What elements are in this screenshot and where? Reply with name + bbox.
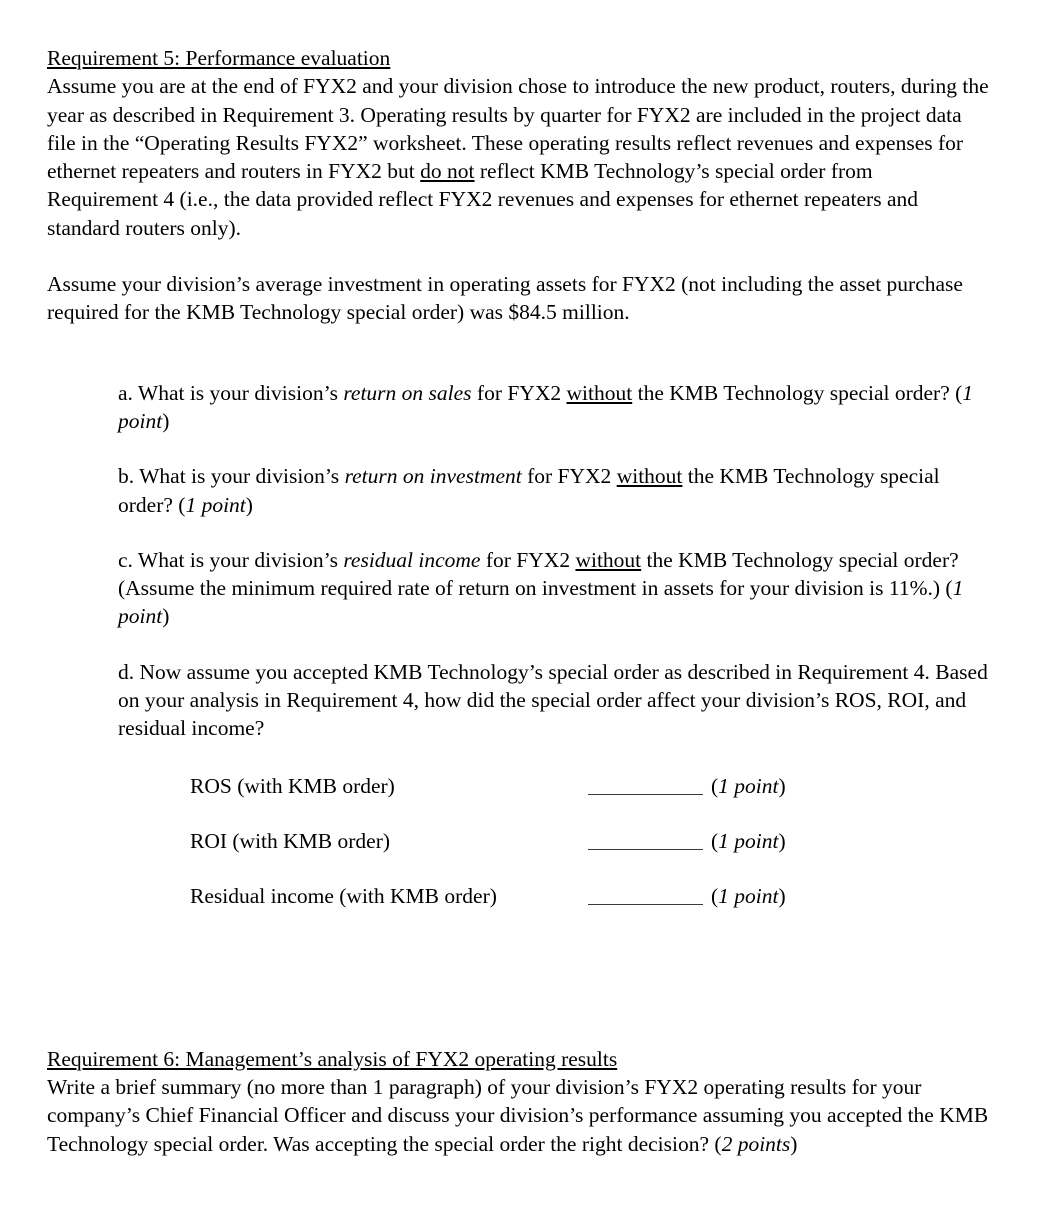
item-b-lead: b. What is your division’s bbox=[118, 464, 345, 489]
item-spacer-c-d bbox=[47, 631, 989, 658]
requirement-6-points-close: ) bbox=[790, 1131, 798, 1156]
item-c-underlined-without: without bbox=[575, 547, 642, 572]
answer-points-roi bbox=[711, 827, 786, 855]
item-c-close: ) bbox=[162, 604, 170, 629]
answer-points-residual-value: 1 point bbox=[718, 883, 779, 908]
section-spacer bbox=[47, 327, 989, 355]
item-a-underlined-without: without bbox=[566, 380, 633, 405]
intro-emphasis-do-not: do not bbox=[420, 159, 475, 184]
item-c-lead: c. What is your division’s bbox=[118, 547, 344, 572]
answer-points-residual-income bbox=[711, 882, 786, 910]
requirement-6-body-text: Write a brief summary (no more than 1 paragraph) of your division’s FYX2 operating results for your company’s Chief Financial Officer and discuss your division’s performance assuming you accepted the KMB Technology special order. Was accepting the special order the right decision? ( bbox=[47, 1074, 989, 1156]
item-b-italic-term: return on investment bbox=[344, 464, 522, 489]
answer-label-residual-income: Residual income (with KMB order) bbox=[190, 883, 497, 908]
answer-blank-ros[interactable] bbox=[588, 774, 703, 795]
item-c-tail: the KMB Technology special order? (Assume the minimum required rate of return on investment in assets for your division is 11%.) ( bbox=[118, 547, 959, 601]
answer-row-roi bbox=[190, 827, 990, 882]
average-investment-paragraph: Assume your division’s average investment in operating assets for FYX2 (not including the asset purchase required for the KMB Technology special order) was $84.5 million. bbox=[47, 272, 963, 325]
answer-row-residual-income bbox=[190, 882, 990, 937]
requirement-5-intro-paragraph bbox=[47, 72, 989, 242]
requirement-6-points: 2 points bbox=[721, 1131, 791, 1156]
question-item-b bbox=[118, 462, 990, 519]
item-c-mid: for FYX2 bbox=[480, 547, 576, 572]
answer-blank-residual-income[interactable] bbox=[588, 884, 703, 905]
item-a-italic-term: return on sales bbox=[343, 380, 472, 405]
answer-points-ros bbox=[711, 772, 786, 800]
item-b-tail: the KMB Technology special order? ( bbox=[118, 464, 940, 517]
intro-text-part-2: reflect KMB Technology’s special order from Requirement 4 (i.e., the data provided reflect FYX2 revenues and expenses for ethernet repeaters and standard routers only). bbox=[47, 159, 918, 240]
paragraph-spacer bbox=[47, 242, 989, 270]
item-c-points: 1 point bbox=[118, 576, 964, 629]
item-b-close: ) bbox=[245, 492, 253, 517]
answer-label-ros: ROS (with KMB order) bbox=[190, 773, 395, 798]
section-spacer-2 bbox=[47, 355, 989, 379]
item-spacer-a-b bbox=[47, 435, 989, 462]
document-body bbox=[47, 44, 989, 1158]
answer-points-roi-open: ( bbox=[711, 828, 719, 853]
answer-blank-roi[interactable] bbox=[588, 829, 703, 850]
answer-points-ros-open: ( bbox=[711, 773, 719, 798]
item-a-close: ) bbox=[162, 408, 170, 433]
answer-points-ros-close: ) bbox=[778, 773, 786, 798]
answer-points-ros-value: 1 point bbox=[718, 773, 779, 798]
answer-label-roi: ROI (with KMB order) bbox=[190, 828, 391, 853]
item-spacer-b-c bbox=[47, 519, 989, 546]
answer-points-residual-close: ) bbox=[778, 883, 786, 908]
answer-row-ros bbox=[190, 772, 990, 827]
answer-lines-group bbox=[190, 772, 990, 937]
answer-points-residual-open: ( bbox=[711, 883, 719, 908]
item-a-lead: a. What is your division’s bbox=[118, 380, 344, 405]
requirement-6-heading: Requirement 6: Management’s analysis of FYX2 operating results bbox=[47, 1046, 618, 1071]
item-a-tail: the KMB Technology special order? ( bbox=[632, 380, 963, 405]
intro-text-part-1: Assume you are at the end of FYX2 and your division chose to introduce the new product, routers, during the year as described in Requirement 3. Operating results by quarter for FYX2 are included in the project data file in the “Operating Results FYX2” worksheet. These operating results reflect revenues and expenses for ethernet repeaters and routers in FYX2 but bbox=[47, 74, 989, 184]
question-item-a bbox=[118, 379, 990, 436]
item-b-mid: for FYX2 bbox=[521, 464, 617, 489]
question-item-c bbox=[118, 546, 990, 631]
requirement-6-paragraph bbox=[47, 1073, 989, 1158]
item-b-underlined-without: without bbox=[616, 464, 683, 489]
requirement-6-spacer bbox=[47, 937, 989, 1045]
answer-points-roi-value: 1 point bbox=[718, 828, 779, 853]
item-a-points: 1 point bbox=[118, 380, 974, 433]
item-c-italic-term: residual income bbox=[343, 547, 481, 572]
question-item-d: d. Now assume you accepted KMB Technology’s special order as described in Requirement 4. Based on your analysis in Requirement 4, how did the special order affect your division’s ROS, ROI, and residual income? bbox=[118, 659, 988, 741]
requirement-5-heading: Requirement 5: Performance evaluation bbox=[47, 46, 391, 70]
item-a-mid: for FYX2 bbox=[471, 380, 567, 405]
item-b-points: 1 point bbox=[185, 492, 246, 517]
answer-points-roi-close: ) bbox=[778, 828, 786, 853]
